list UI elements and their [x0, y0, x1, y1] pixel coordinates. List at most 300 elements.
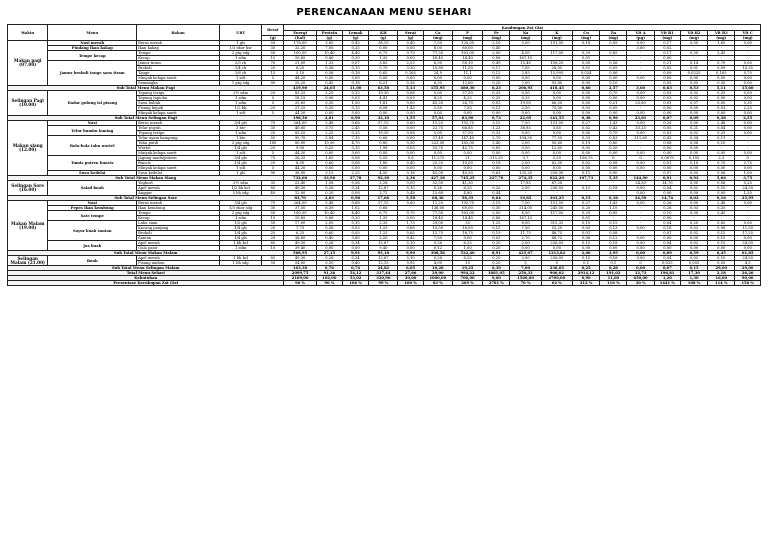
nutrient-value: 0,34: [680, 136, 707, 141]
nutrient-value: 0,20: [483, 256, 510, 261]
nutrient-value: 0,03: [680, 226, 707, 231]
nutrient-value: 57,15: [369, 201, 398, 206]
nutrient-value: -: [735, 136, 761, 141]
waktu-cell: Selingan Sore (16.00): [8, 181, 48, 196]
berat-cell: 100: [262, 141, 284, 146]
nutrient-value: 0,00: [654, 56, 680, 61]
nutrient-value: 0,20: [483, 246, 510, 251]
nutrient-value: 1,65: [316, 156, 342, 161]
nutrient-value: 7,50: [452, 106, 482, 111]
nutrient-value: 0,00: [735, 96, 761, 101]
nutrient-header: P: [452, 31, 482, 36]
nutrient-value: -: [600, 56, 627, 61]
nutrient-value: 1,23: [369, 231, 398, 236]
nutrient-value: 0,00: [573, 131, 600, 136]
nutrient-value: 0,00: [680, 41, 707, 46]
subtotal-value: 418,45: [541, 86, 572, 91]
nutrient-value: 29,00: [423, 221, 452, 226]
bahan-cell: Kecap: [137, 216, 220, 221]
nutrient-value: 0,44: [483, 191, 510, 196]
nutrient-value: 0,00: [708, 191, 735, 196]
nutrient-value: 0,00: [600, 166, 627, 171]
bahan-cell: Ikan kakap: [137, 46, 220, 51]
nutrient-value: -: [735, 216, 761, 221]
nutrient-value: 0,05: [708, 261, 735, 266]
nutrient-value: 0,18: [600, 186, 627, 191]
subtotal-value: 144,90: [627, 176, 654, 181]
nutrient-value: 16,00: [452, 226, 482, 231]
nutrient-value: 0,03: [483, 101, 510, 106]
nutrient-value: 0,00: [541, 96, 572, 101]
nutrient-value: 0,00: [627, 151, 654, 156]
nutrient-value: 0,00: [600, 151, 627, 156]
total-value: 250,33: [510, 271, 541, 276]
nutrient-value: 0,06: [708, 171, 735, 176]
urt-cell: 2½ sdm: [219, 181, 261, 186]
nutrient-value: 4,50: [369, 171, 398, 176]
menu-table: [7, 24, 761, 286]
nutrient-value: 1,20: [735, 191, 761, 196]
urt-cell: 1/4 ch: [219, 66, 261, 71]
nutrient-value: 0,00: [342, 246, 368, 251]
nutrient-value: 3,80: [342, 236, 368, 241]
unit-header: (mg): [483, 36, 510, 41]
nutrient-value: 0,00: [541, 131, 572, 136]
subtotal-value: 227,70: [483, 176, 510, 181]
nutrient-value: 22,40: [284, 181, 316, 186]
nutrient-value: 0,00: [510, 151, 541, 156]
berat-cell: 85: [262, 186, 284, 191]
berat-cell: 15: [262, 71, 284, 76]
nutrient-value: 7,50: [510, 201, 541, 206]
subtotal-value: 29,00: [735, 266, 761, 271]
nutrient-value: 0,25: [708, 131, 735, 136]
subtotal-value: 0,96: [600, 116, 627, 121]
nutrient-value: 15,60: [423, 191, 452, 196]
nutrient-value: 3,15: [316, 171, 342, 176]
nutrient-value: 4,5: [735, 261, 761, 266]
nutrient-value: -: [680, 56, 707, 61]
nutrient-value: 0,26: [654, 201, 680, 206]
nutrient-value: 192,75: [452, 121, 482, 126]
nutrient-value: 0,12: [423, 246, 452, 251]
bahan-cell: Telur puyuh: [137, 126, 220, 131]
nutrient-value: 167,10: [510, 56, 541, 61]
total-label: Presentase Kecukupan Zat Gizi: [8, 281, 284, 286]
nutrient-value: 136,00: [423, 206, 452, 211]
nutrient-value: 0,25: [342, 46, 368, 51]
nutrient-value: 236,05: [541, 186, 572, 191]
nutrient-value: 0,45: [342, 41, 368, 46]
nutrient-value: 0,42: [398, 236, 423, 241]
nutrient-value: 0,02: [680, 131, 707, 136]
subtotal-value: 2,57: [600, 86, 627, 91]
berat-cell: 50: [262, 51, 284, 56]
total-value: 9,00: [483, 276, 510, 281]
nutrient-value: -: [573, 181, 600, 186]
nutrient-value: 264,00: [284, 201, 316, 206]
urt-cell: 1/4 gls: [219, 226, 261, 231]
urt-cell: 3/4 gls: [219, 121, 261, 126]
nutrient-value: 2,00: [510, 141, 541, 146]
nutrient-value: 7,50: [423, 236, 452, 241]
nutrient-value: -: [600, 191, 627, 196]
nutrient-value: 1,35: [369, 56, 398, 61]
nutrient-value: 0,75: [735, 71, 761, 76]
nutrient-value: 0,00: [541, 166, 572, 171]
berat-cell: 5: [262, 166, 284, 171]
nutrient-value: 0,00: [600, 96, 627, 101]
nutrient-value: 8,00: [423, 46, 452, 51]
nutrient-value: 0,00: [541, 151, 572, 156]
subtotal-value: 5,11: [708, 86, 735, 91]
nutrient-value: 11,75: [510, 231, 541, 236]
subtotal-value: 57,03: [423, 116, 452, 121]
bahan-cell: Anggur: [137, 191, 220, 196]
total-value: 156 %: [735, 281, 761, 286]
nutrient-value: 0,03: [398, 96, 423, 101]
subtotal-value: 5,66: [708, 176, 735, 181]
nutrient-value: 1,43: [398, 106, 423, 111]
nutrient-value: 0,86: [483, 56, 510, 61]
bahan-cell: Minyak kelapa sawit: [137, 166, 220, 171]
nutrient-value: 21: [452, 156, 482, 161]
subtotal-value: 0,28: [600, 266, 627, 271]
bahan-cell: Kacang panjang: [137, 226, 220, 231]
total-value: 29,00: [423, 271, 452, 276]
nutrient-value: 15,50: [423, 226, 452, 231]
nutrient-value: 24,50: [735, 256, 761, 261]
nutrient-value: 5,10: [398, 241, 423, 246]
nutrient-value: 0,00: [452, 111, 482, 116]
nutrient-value: 0,02: [573, 126, 600, 131]
nutrient-value: 5,00: [342, 111, 368, 116]
nutrient-value: 0,42: [600, 126, 627, 131]
nutrient-value: 83,25: [284, 131, 316, 136]
berat-cell: 20: [262, 236, 284, 241]
nutrient-value: 12,65: [541, 146, 572, 151]
nutrient-value: 0,15: [573, 186, 600, 191]
nutrient-value: 0,06: [316, 96, 342, 101]
nutrient-value: 0,02: [680, 91, 707, 96]
nutrient-value: 12,15: [369, 261, 398, 266]
bahan-cell: Tepung tapioka: [137, 96, 220, 101]
nutrient-value: 11,50: [452, 66, 482, 71]
subtotal-value: 198,50: [284, 116, 316, 121]
nutrient-value: 62,50: [541, 161, 572, 166]
nutrient-value: 0,20: [483, 241, 510, 246]
nutrient-value: 2,72: [369, 191, 398, 196]
nutrient-value: 3,85: [369, 61, 398, 66]
nutrient-value: 5,00: [423, 131, 452, 136]
subtotal-value: 24,50: [627, 196, 654, 201]
nutrient-value: 0,34: [342, 256, 368, 261]
nutrient-value: 5,00: [342, 151, 368, 156]
nutrient-value: 66,50: [541, 101, 572, 106]
nutrient-value: 14,40: [452, 56, 482, 61]
urt-cell: 1 sdm: [219, 56, 261, 61]
nutrient-value: 4,25: [423, 96, 452, 101]
menu-cell: Susu kedelai: [48, 171, 137, 176]
subtotal-value: 0,15: [573, 196, 600, 201]
nutrient-value: 24,50: [735, 241, 761, 246]
nutrient-value: 11,1: [452, 71, 482, 76]
nutrient-value: 25,25: [423, 161, 452, 166]
nutrient-value: 3,40: [483, 141, 510, 146]
nutrient-value: 0,00: [369, 111, 398, 116]
nutrient-value: 0,30: [680, 211, 707, 216]
menu-cell: Pepes ikan kembung: [48, 206, 137, 211]
nutrient-value: 52,50: [423, 181, 452, 186]
nutrient-value: 7,75: [284, 226, 316, 231]
nutrient-value: 12,67: [369, 186, 398, 191]
nutrient-value: 0,66: [369, 206, 398, 211]
unit-header: (mg): [708, 36, 735, 41]
total-label: Total Menu Sehari: [8, 271, 284, 276]
nutrient-value: 0,15: [342, 221, 368, 226]
nutrient-value: 0,00: [627, 111, 654, 116]
nutrient-value: 0,00: [654, 106, 680, 111]
nutrient-value: 0,00: [680, 181, 707, 186]
nutrient-value: 0,19: [483, 231, 510, 236]
subtotal-value: 7,00: [510, 266, 541, 271]
nutrient-value: 2,70: [510, 236, 541, 241]
nutrient-value: 0,70: [708, 61, 735, 66]
nutrient-value: 0,85: [600, 211, 627, 216]
nutrient-value: 0,40: [316, 236, 342, 241]
bahan-cell: Beras merah: [137, 201, 220, 206]
nutrient-value: 0,70: [708, 161, 735, 166]
nutrient-value: 19,00: [510, 101, 541, 106]
nutrient-value: 0,03: [573, 106, 600, 111]
nutrient-value: -: [627, 56, 654, 61]
nutrient-value: 0,85: [600, 51, 627, 56]
nutrient-value: 0,03: [654, 91, 680, 96]
nutrient-value: 58,10: [452, 61, 482, 66]
nutrient-header: Vit A: [627, 31, 654, 36]
menu-cell: Dadar gulung isi pisang: [48, 91, 137, 116]
nutrient-value: 44,20: [284, 111, 316, 116]
urt-cell: 1/3 ekor bsr: [219, 46, 261, 51]
total-value: 700,00: [452, 276, 482, 281]
nutrient-value: 2,25: [342, 171, 368, 176]
nutrient-value: 0,26: [423, 256, 452, 261]
nutrient-value: 2,45: [708, 51, 735, 56]
nutrient-value: 0,19: [573, 141, 600, 146]
nutrient-value: 2,70: [483, 136, 510, 141]
nutrient-value: 0,00: [735, 151, 761, 156]
nutrient-value: 2,25: [316, 91, 342, 96]
nutrient-value: 49,30: [284, 241, 316, 246]
nutrient-header: Na: [510, 31, 541, 36]
nutrient-value: 0,00: [735, 81, 761, 86]
nutrient-value: 0,00: [654, 246, 680, 251]
nutrient-value: 0,00: [708, 76, 735, 81]
berat-cell: 75: [262, 121, 284, 126]
nutrient-value: 264,00: [284, 121, 316, 126]
nutrient-value: 0,00: [369, 166, 398, 171]
nutrient-value: 4,70: [342, 141, 368, 146]
nutrient-value: 101,00: [541, 41, 572, 46]
nutrient-value: -: [627, 146, 654, 151]
nutrient-value: 0,08: [600, 161, 627, 166]
nutrient-value: 0,00: [541, 246, 572, 251]
nutrient-value: 0,05: [342, 231, 368, 236]
total-value: 212 %: [573, 281, 600, 286]
total-value: 99 %: [369, 281, 398, 286]
header-kandungan: Kandungan Zat Gizi: [284, 25, 761, 31]
nutrient-value: 183,00: [452, 141, 482, 146]
total-value: 1441 %: [654, 281, 680, 286]
subtotal-value: 0,38: [573, 116, 600, 121]
nutrient-value: 0,03: [573, 226, 600, 231]
nutrient-value: 0,60: [398, 121, 423, 126]
nutrient-value: 0,00: [398, 111, 423, 116]
nutrient-value: 0,26: [654, 121, 680, 126]
nutrient-value: 28,05: [541, 66, 572, 71]
nutrient-value: 0,80: [369, 141, 398, 146]
nutrient-value: 66,85: [452, 126, 482, 131]
nutrient-value: -: [735, 141, 761, 146]
nutrient-value: 23,80: [627, 101, 654, 106]
urt-cell: 1 bh sdg: [219, 261, 261, 266]
menu-body: [8, 41, 761, 286]
subtotal-value: 24,82: [369, 266, 398, 271]
menu-cell: Jamur brokoli tauge saus tiram: [48, 61, 137, 86]
berat-cell: 90: [262, 81, 284, 86]
urt-cell: 2/3 ch: [219, 61, 261, 66]
nutrient-header: Vit B3: [708, 31, 735, 36]
total-value: 269 %: [452, 281, 482, 286]
nutrient-value: 158,20: [541, 61, 572, 66]
subtotal-value: 3,75: [735, 176, 761, 181]
nutrient-value: 0,25: [316, 146, 342, 151]
nutrient-value: 12,00: [284, 191, 316, 196]
nutrient-value: 2,00: [510, 161, 541, 166]
berat-cell: 35: [262, 181, 284, 186]
nutrient-value: 0,00: [680, 151, 707, 156]
nutrient-value: 0,36: [398, 81, 423, 86]
total-value: 116 %: [600, 281, 627, 286]
nutrient-value: 0,00: [627, 241, 654, 246]
nutrient-value: 0,10: [600, 81, 627, 86]
nutrient-value: 5,00: [342, 76, 368, 81]
berat-cell: 50: [262, 261, 284, 266]
nutrient-value: 9,40: [369, 246, 398, 251]
nutrient-value: 0,00: [483, 166, 510, 171]
nutrient-value: -: [541, 56, 572, 61]
urt-cell: 1 bh kcl: [219, 256, 261, 261]
nutrient-value: -: [627, 231, 654, 236]
bahan-cell: Yoghurt: [137, 181, 220, 186]
nutrient-value: 0,00: [573, 166, 600, 171]
subtotal-value: 0,38: [708, 116, 735, 121]
bahan-cell: Telur ayam kampung: [137, 136, 220, 141]
nutrient-value: 0,30: [316, 101, 342, 106]
bahan-cell: Kecap: [137, 56, 220, 61]
nutrient-value: 16,75: [452, 231, 482, 236]
subtotal-value: 0,60: [573, 86, 600, 91]
unit-header: (g): [398, 36, 423, 41]
nutrient-value: 0,60: [316, 231, 342, 236]
nutrient-value: 25,20: [284, 81, 316, 86]
subtotal-value: 19,85: [510, 196, 541, 201]
subtotal-value: 63,58: [369, 86, 398, 91]
nutrient-value: 2,00: [316, 221, 342, 226]
nutrient-value: 44,20: [284, 76, 316, 81]
nutrient-value: 100,50: [284, 51, 316, 56]
total-value: 994,22: [452, 271, 482, 276]
bahan-cell: Gula pasir: [137, 246, 220, 251]
bahan-cell: Jagung muda/putren: [137, 156, 220, 161]
subtotal-value: 0,53: [680, 86, 707, 91]
subtotal-value: 2,55: [735, 116, 761, 121]
subtotal-value: 0,25: [573, 266, 600, 271]
subtotal-value: 0,02: [680, 196, 707, 201]
subtotal-value: 5,35: [600, 176, 627, 181]
nutrient-value: 77,55: [541, 136, 572, 141]
nutrient-value: 0,00: [680, 166, 707, 171]
nutrient-value: 0,00: [398, 246, 423, 251]
nutrient-value: 4,80: [452, 191, 482, 196]
bahan-cell: Semangka: [137, 81, 220, 86]
berat-cell: 5: [262, 96, 284, 101]
nutrient-value: 57,15: [369, 121, 398, 126]
nutrient-value: 0,70: [398, 51, 423, 56]
urt-cell: 1/4 gls: [219, 146, 261, 151]
urt-cell: 1/6 ch: [219, 71, 261, 76]
nutrient-value: 0,00: [627, 91, 654, 96]
nutrient-value: 2,00: [510, 186, 541, 191]
urt-cell: 2½ sdm: [219, 91, 261, 96]
nutrient-value: 0,30: [708, 81, 735, 86]
subtotal-label: Sub Total Menu Makan Siang: [8, 176, 284, 181]
nutrient-value: -: [735, 51, 761, 56]
unit-header: (µg): [627, 36, 654, 41]
nutrient-value: 1,58: [316, 181, 342, 186]
subtotal-value: 95,18: [369, 251, 398, 256]
subtotal-value: 15,60: [735, 86, 761, 91]
nutrient-value: 0,00: [423, 151, 452, 156]
nutrient-value: 55,75: [423, 146, 452, 151]
nutrient-value: 3,85: [316, 41, 342, 46]
nutrient-value: 0,26: [654, 206, 680, 211]
nutrient-value: 0,08: [654, 141, 680, 146]
menu-cell: Sayur kuah santan: [48, 221, 137, 241]
total-value: 90 %: [316, 281, 342, 286]
nutrient-value: 0: [627, 156, 654, 161]
urt-cell: 1 ptg sdg: [219, 81, 261, 86]
nutrient-value: 0,20: [573, 206, 600, 211]
berat-cell: 25: [262, 226, 284, 231]
nutrient-value: -: [600, 46, 627, 51]
nutrient-value: -: [510, 191, 541, 196]
total-value: 2099,75: [284, 271, 316, 276]
nutrient-value: 37,50: [452, 91, 482, 96]
nutrient-value: 0,00: [510, 76, 541, 81]
subtotal-value: 236,05: [541, 266, 572, 271]
nutrient-value: 2,00: [510, 241, 541, 246]
nutrient-value: 0,00: [316, 246, 342, 251]
menu-cell: Tumis putren buncis: [48, 156, 137, 171]
total-value: 30 %: [627, 281, 654, 286]
nutrient-value: 151,50: [541, 121, 572, 126]
nutrient-value: 0,10: [708, 256, 735, 261]
total-value: 4700,00: [541, 276, 572, 281]
nutrient-value: 0,9: [398, 156, 423, 161]
nutrient-value: 104,50: [510, 136, 541, 141]
nutrient-value: 0,05: [654, 126, 680, 131]
